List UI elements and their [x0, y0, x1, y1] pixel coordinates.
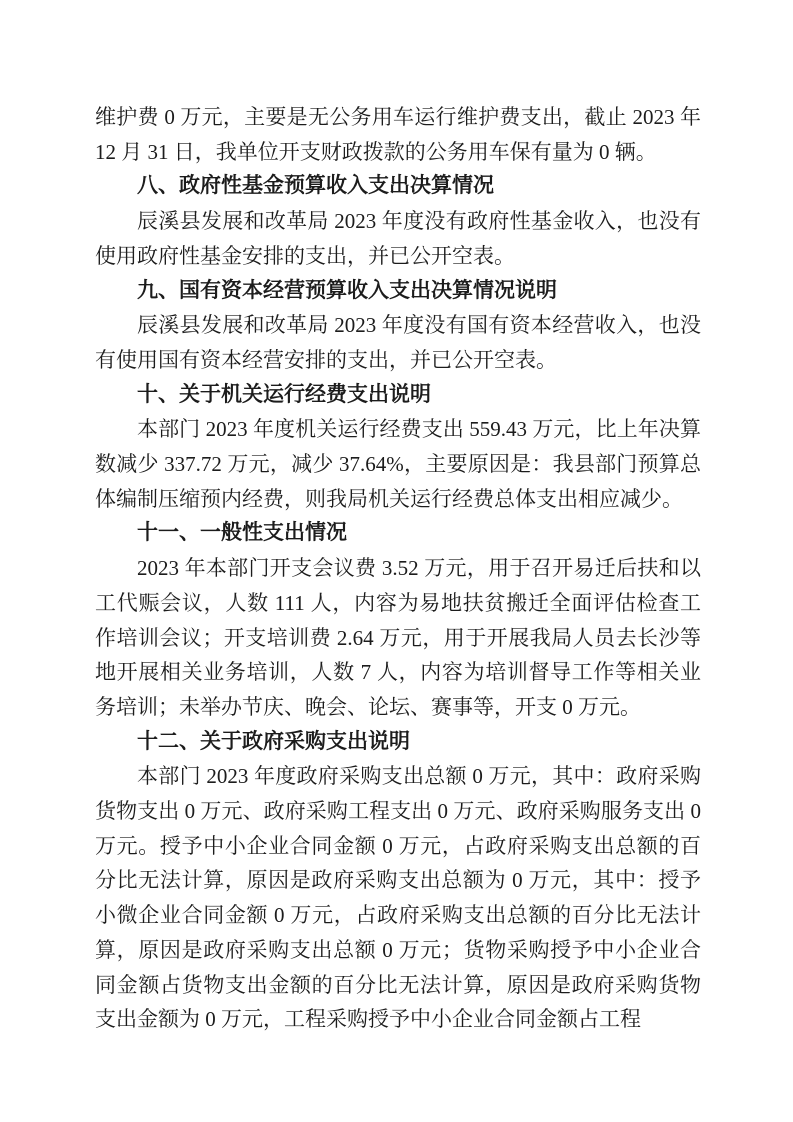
heading-section-11-general-expenses: 十一、一般性支出情况 — [137, 521, 347, 545]
paragraph-procurement: 本部门 2023 年度政府采购支出总额 0 万元，其中：政府采购货物支出 0 万元、政府采购工程支出 0 万元、政府采购服务支出 0 万元。授予中小企业合同金额 0 万元，占政府采购支出总额的百分比无法计算，原因是政府采购支出总额为 0 万元，其中：授予小微企业合同金额 0 万元，占政府采购支出总额的百分比无法计算，原因是政府采购支出总额 0 万元；货物采购授予中小企业合同金额占货物支出金额的百分比无法计算，原因是政府采购货物支出金额为 0 万元，工程采购授予中小企业合同金额占工程 — [95, 764, 701, 1032]
paragraph-state-capital: 辰溪县发展和改革局 2023 年度没有国有资本经营收入，也没有使用国有资本经营安排的支出，并已公开空表。 — [95, 313, 701, 372]
heading-section-9-state-capital: 九、国有资本经营预算收入支出决算情况说明 — [137, 278, 557, 302]
paragraph-general-expenses: 2023 年本部门开支会议费 3.52 万元，用于召开易迁后扶和以工代赈会议，人数 111 人，内容为易地扶贫搬迁全面评估检查工作培训会议；开支培训费 2.64 万元，用于开展我局人员去长沙等地开展相关业务培训，人数 7 人，内容为培训督导工作等相关业务培训；未举办节庆、晚会、论坛、赛事等，开支 0 万元。 — [95, 556, 701, 719]
heading-section-12-procurement: 十二、关于政府采购支出说明 — [137, 729, 410, 753]
document-content — [95, 100, 701, 1037]
paragraph-government-funds: 辰溪县发展和改革局 2023 年度没有政府性基金收入，也没有使用政府性基金安排的支出，并已公开空表。 — [95, 209, 701, 268]
paragraph-vehicle-maintenance: 维护费 0 万元，主要是无公务用车运行维护费支出，截止 2023 年 12 月 31 日，我单位开支财政拨款的公务用车保有量为 0 辆。 — [95, 105, 701, 164]
paragraph-operating-expenses: 本部门 2023 年度机关运行经费支出 559.43 万元，比上年决算数减少 337.72 万元，减少 37.64%，主要原因是：我县部门预算总体编制压缩预内经费，则我局机关运行经费总体支出相应减少。 — [95, 417, 701, 511]
heading-section-10-operating-expenses: 十、关于机关运行经费支出说明 — [137, 382, 431, 406]
heading-section-8-government-funds: 八、政府性基金预算收入支出决算情况 — [137, 174, 494, 198]
